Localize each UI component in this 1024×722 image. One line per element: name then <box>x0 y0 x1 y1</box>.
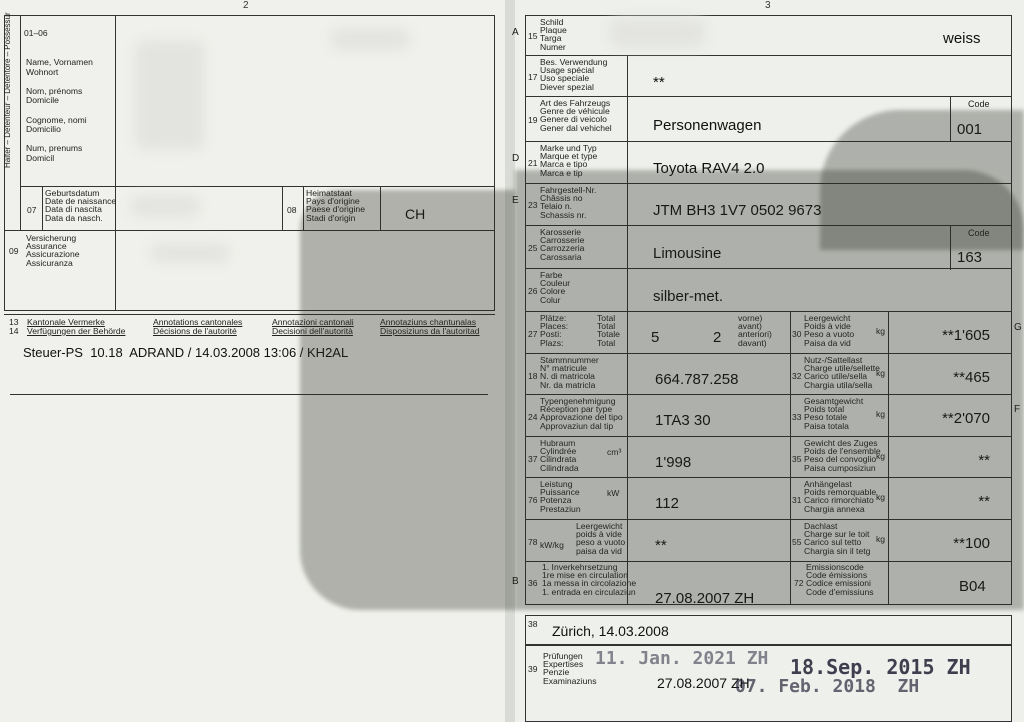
split-right-unit: kg <box>876 326 886 336</box>
row-number: 19 <box>528 115 538 125</box>
inspection-stamp-2018: 07. Feb. 2018 ZH <box>735 676 920 697</box>
split-right-value: ** <box>978 493 990 510</box>
split-left-label: Plätze: Places: Posti: Plazs: <box>540 313 569 348</box>
split-left-value: 1'998 <box>655 454 692 471</box>
field-13-14-label-de: Kantonale Vermerke Verfügungen der Behörde <box>27 317 126 336</box>
first-reg-label: 1. Inverkehrsetzung 1re mise en circulation 1a messa in circolazione 1. entrada en circulaziun <box>542 562 637 597</box>
split-right-unit: kg <box>876 492 886 502</box>
split-left-label: Stammnummer N° matricule N. di matricola Nr. da matricla <box>540 355 599 390</box>
row-label: Fahrgestell-Nr. Châssis no Telaio n. Schassis nr. <box>540 185 597 220</box>
cantonal-entry: Steuer-PS 10.18 ADRAND / 14.03.2008 13:06 / KH2AL <box>23 345 349 360</box>
row-label: Art des Fahrzeugs Genre de véhicule Genere di veicolo Gener dal vehichel <box>540 98 612 133</box>
row-value: silber-met. <box>653 288 724 305</box>
split-left-label: Typengenehmigung Réception par type Approvazione del tipo Approvaziun dal tip <box>540 396 623 431</box>
field-07-number: 07 <box>27 205 37 215</box>
first-reg-value: 27.08.2007 ZH <box>655 590 755 607</box>
split-right-number: 35 <box>792 454 802 464</box>
margin-letter-f: F <box>1014 404 1021 415</box>
split-right-label: Anhängelast Poids remorquable Carico rimorchiato Chargia annexa <box>804 479 877 514</box>
split-right-value: ** <box>978 452 990 469</box>
split-right-value: **1'605 <box>942 327 990 344</box>
split-left-unit: cm³ <box>607 447 622 457</box>
emission-number: 72 <box>794 578 804 588</box>
field-13-14-label-fr: Annotations cantonales Décisions de l'autorité <box>153 317 243 336</box>
row-label: Karosserie Carrosserie Carrozzeria Carossaria <box>540 227 585 262</box>
row-code-value: 001 <box>957 121 983 138</box>
row-letter: D <box>512 153 520 164</box>
field-08-value: CH <box>405 206 426 222</box>
redacted-insurance <box>150 243 230 263</box>
row-value: weiss <box>943 30 981 47</box>
split-right-value: **465 <box>953 369 990 386</box>
split-right-label: Gesamtgewicht Poids total Peso totale Paisa totala <box>804 396 864 431</box>
row-number: 15 <box>528 31 538 41</box>
row-number: 25 <box>528 243 538 253</box>
field-09-label: Versicherung Assurance Assicurazione Assicuranza <box>26 233 80 268</box>
redacted-birthdate <box>130 195 200 217</box>
split-right-label: Gewicht des Zuges Poids de l'ensemble Peso del convoglio Paisa cumposiziun <box>804 438 881 473</box>
inspection-date-first: 27.08.2007 ZH <box>657 675 750 691</box>
inspections-number: 39 <box>528 664 538 674</box>
row-value: Personenwagen <box>653 117 762 134</box>
split-left-extra-label: vorne) avant) anteriori) davant) <box>738 313 772 348</box>
photo-shadow-finger <box>820 110 1024 250</box>
row-code-value: 163 <box>957 249 983 266</box>
row-code-label: Code <box>968 228 990 238</box>
split-left-unit: kW/kg <box>540 540 564 550</box>
split-right-number: 55 <box>792 537 802 547</box>
emission-value: B04 <box>959 578 986 595</box>
split-left-label: Hubraum Cylindrée Cilindrata Cilindrada <box>540 438 579 473</box>
row-number: 26 <box>528 286 538 296</box>
field-09-number: 09 <box>9 246 19 256</box>
split-left-label: Leistung Puissance Potenza Prestaziun <box>540 479 581 514</box>
first-reg-letter: B <box>512 576 519 587</box>
field-13-14-number: 13 14 <box>9 317 19 336</box>
split-left-unit: kW <box>607 488 620 498</box>
split-right-unit: kg <box>876 409 886 419</box>
inspections-label: Prüfungen Expertises Penzie Examinaziuns <box>543 651 597 686</box>
margin-letter-g: G <box>1014 322 1022 333</box>
split-right-unit: kg <box>876 451 886 461</box>
row-label: Bes. Verwendung Usage spécial Uso speciale Diever spezial <box>540 57 608 92</box>
field-01-06-label: Name, Vornamen Wohnort Nom, prénoms Domicile Cognome, nomi Domicilio Num, prenums Domicil <box>26 57 93 163</box>
inspection-stamp-2021: 11. Jan. 2021 ZH <box>595 648 769 669</box>
field-08-number: 08 <box>287 205 297 215</box>
row-label: Farbe Couleur Colore Colur <box>540 270 571 305</box>
photo-shadow-phone <box>300 190 515 610</box>
row-number: 17 <box>528 72 538 82</box>
split-left-number: 37 <box>528 454 538 464</box>
issued-number: 38 <box>528 619 538 629</box>
split-left-value: 5 <box>651 329 660 346</box>
field-13-14-label-rm: Annotaziuns chantunalas Disposiziuns da l'autoritad <box>380 317 480 336</box>
row-code-label: Code <box>968 99 990 109</box>
row-value: Limousine <box>653 245 722 262</box>
row-value: Toyota RAV4 2.0 <box>653 160 765 177</box>
split-left-number: 18 <box>528 371 538 381</box>
row-value: ** <box>653 74 665 91</box>
split-right-label: Leergewicht Poids à vide Peso a vuoto Paisa da vid <box>804 313 855 348</box>
redacted-plate-number <box>610 18 705 48</box>
split-right-value: **2'070 <box>942 410 990 427</box>
split-right-unit: kg <box>876 534 886 544</box>
split-right-label: Nutz-/Sattellast Charge utile/sellette Carico utile/sella Chargia utila/sella <box>804 355 880 390</box>
split-left-number: 24 <box>528 412 538 422</box>
split-left-value: ** <box>655 537 667 554</box>
split-left-sublabel: Leergewicht poids à vide peso a vuoto paisa da vid <box>576 521 626 556</box>
emission-label: Emissionscode Code émissions Codice emissioni Code d'emissiuns <box>806 562 874 597</box>
split-right-number: 30 <box>792 329 802 339</box>
split-right-unit: kg <box>876 368 886 378</box>
split-left-number: 78 <box>528 537 538 547</box>
inspection-stamp-2015: 18.Sep. 2015 ZH <box>790 655 971 679</box>
split-right-label: Dachlast Charge sur le toit Carico sul tetto Chargia sin il tetg <box>804 521 871 556</box>
field-07-label: Geburtsdatum Date de naissance Data di nascita Data da nasch. <box>45 188 117 223</box>
row-number: 21 <box>528 158 538 168</box>
split-right-value: **100 <box>953 535 990 552</box>
split-right-number: 33 <box>792 412 802 422</box>
split-left-value: 112 <box>655 495 679 512</box>
issued-value: Zürich, 14.03.2008 <box>552 623 669 639</box>
split-left-number: 27 <box>528 329 538 339</box>
split-left-value: 1TA3 30 <box>655 412 711 429</box>
split-right-number: 31 <box>792 495 802 505</box>
split-left-total: Total Total Totale Total <box>597 313 620 348</box>
split-left-value: 664.787.258 <box>655 371 739 388</box>
field-13-14-label-it: Annotazioni cantonali Decisioni dell'autorità <box>272 317 354 336</box>
field-01-06-number: 01–06 <box>24 28 48 38</box>
split-left-extra: 2 <box>713 329 722 346</box>
split-right-number: 32 <box>792 371 802 381</box>
page-number-left: 2 <box>243 0 249 11</box>
row-label: Marke und Typ Marque et type Marca e tipo Marca e tip <box>540 143 598 178</box>
split-left-number: 76 <box>528 495 538 505</box>
holder-side-label: Halter – Détenteur – Detentore – Possessur <box>3 12 12 168</box>
first-reg-number: 36 <box>528 578 538 588</box>
row-value: JTM BH3 1V7 0502 9673 <box>653 202 822 219</box>
redacted-holder-name <box>135 40 205 150</box>
redacted-holder-address <box>330 28 410 50</box>
row-letter: E <box>512 195 519 206</box>
field-08-label: Heimatstaat Pays d'origine Paese d'origine Stadi d'origin <box>306 188 365 223</box>
page-number-right: 3 <box>765 0 771 11</box>
row-number: 23 <box>528 200 538 210</box>
row-letter: A <box>512 27 519 38</box>
row-label: Schild Plaque Targa Numer <box>540 17 567 52</box>
